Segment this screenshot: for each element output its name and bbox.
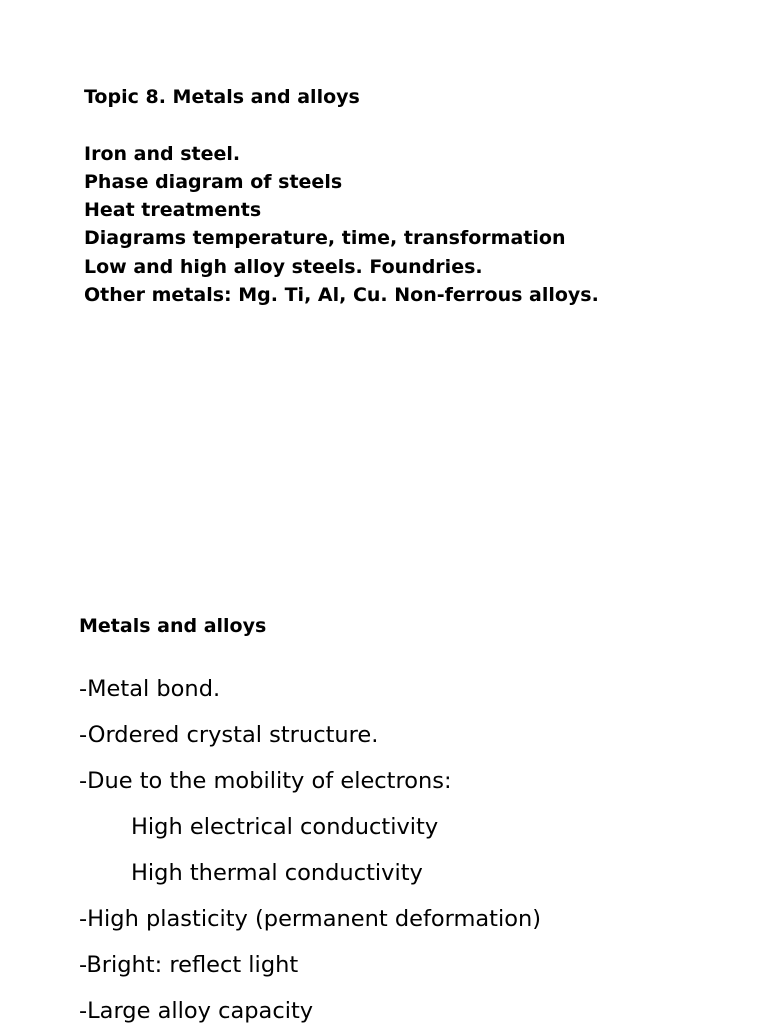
topic-block	[84, 83, 599, 309]
topic-list	[84, 140, 599, 310]
property-item: -Ordered crystal structure.	[79, 722, 379, 748]
topic-item: Heat treatments	[84, 199, 262, 222]
property-subitem: High thermal conductivity	[131, 860, 423, 886]
property-item: -Metal bond.	[79, 676, 221, 702]
property-item: -Due to the mobility of electrons:	[79, 768, 452, 794]
topic-item: Low and high alloy steels. Foundries.	[84, 255, 483, 278]
property-subitem: High electrical conductivity	[131, 814, 439, 840]
topic-item: Other metals: Mg. Ti, Al, Cu. Non-ferrous alloys.	[84, 284, 599, 307]
property-item: -High plasticity (permanent deformation)	[79, 906, 542, 932]
properties-list	[79, 666, 541, 1034]
topic-item: Iron and steel.	[84, 142, 241, 165]
section-title: Metals and alloys	[79, 615, 267, 637]
property-item: -Bright: reflect light	[79, 952, 299, 978]
topic-title: Topic 8. Metals and alloys	[84, 86, 360, 108]
topic-item: Phase diagram of steels	[84, 170, 343, 193]
topic-item: Diagrams temperature, time, transformation	[84, 227, 566, 250]
property-item: -Large alloy capacity	[79, 998, 314, 1024]
